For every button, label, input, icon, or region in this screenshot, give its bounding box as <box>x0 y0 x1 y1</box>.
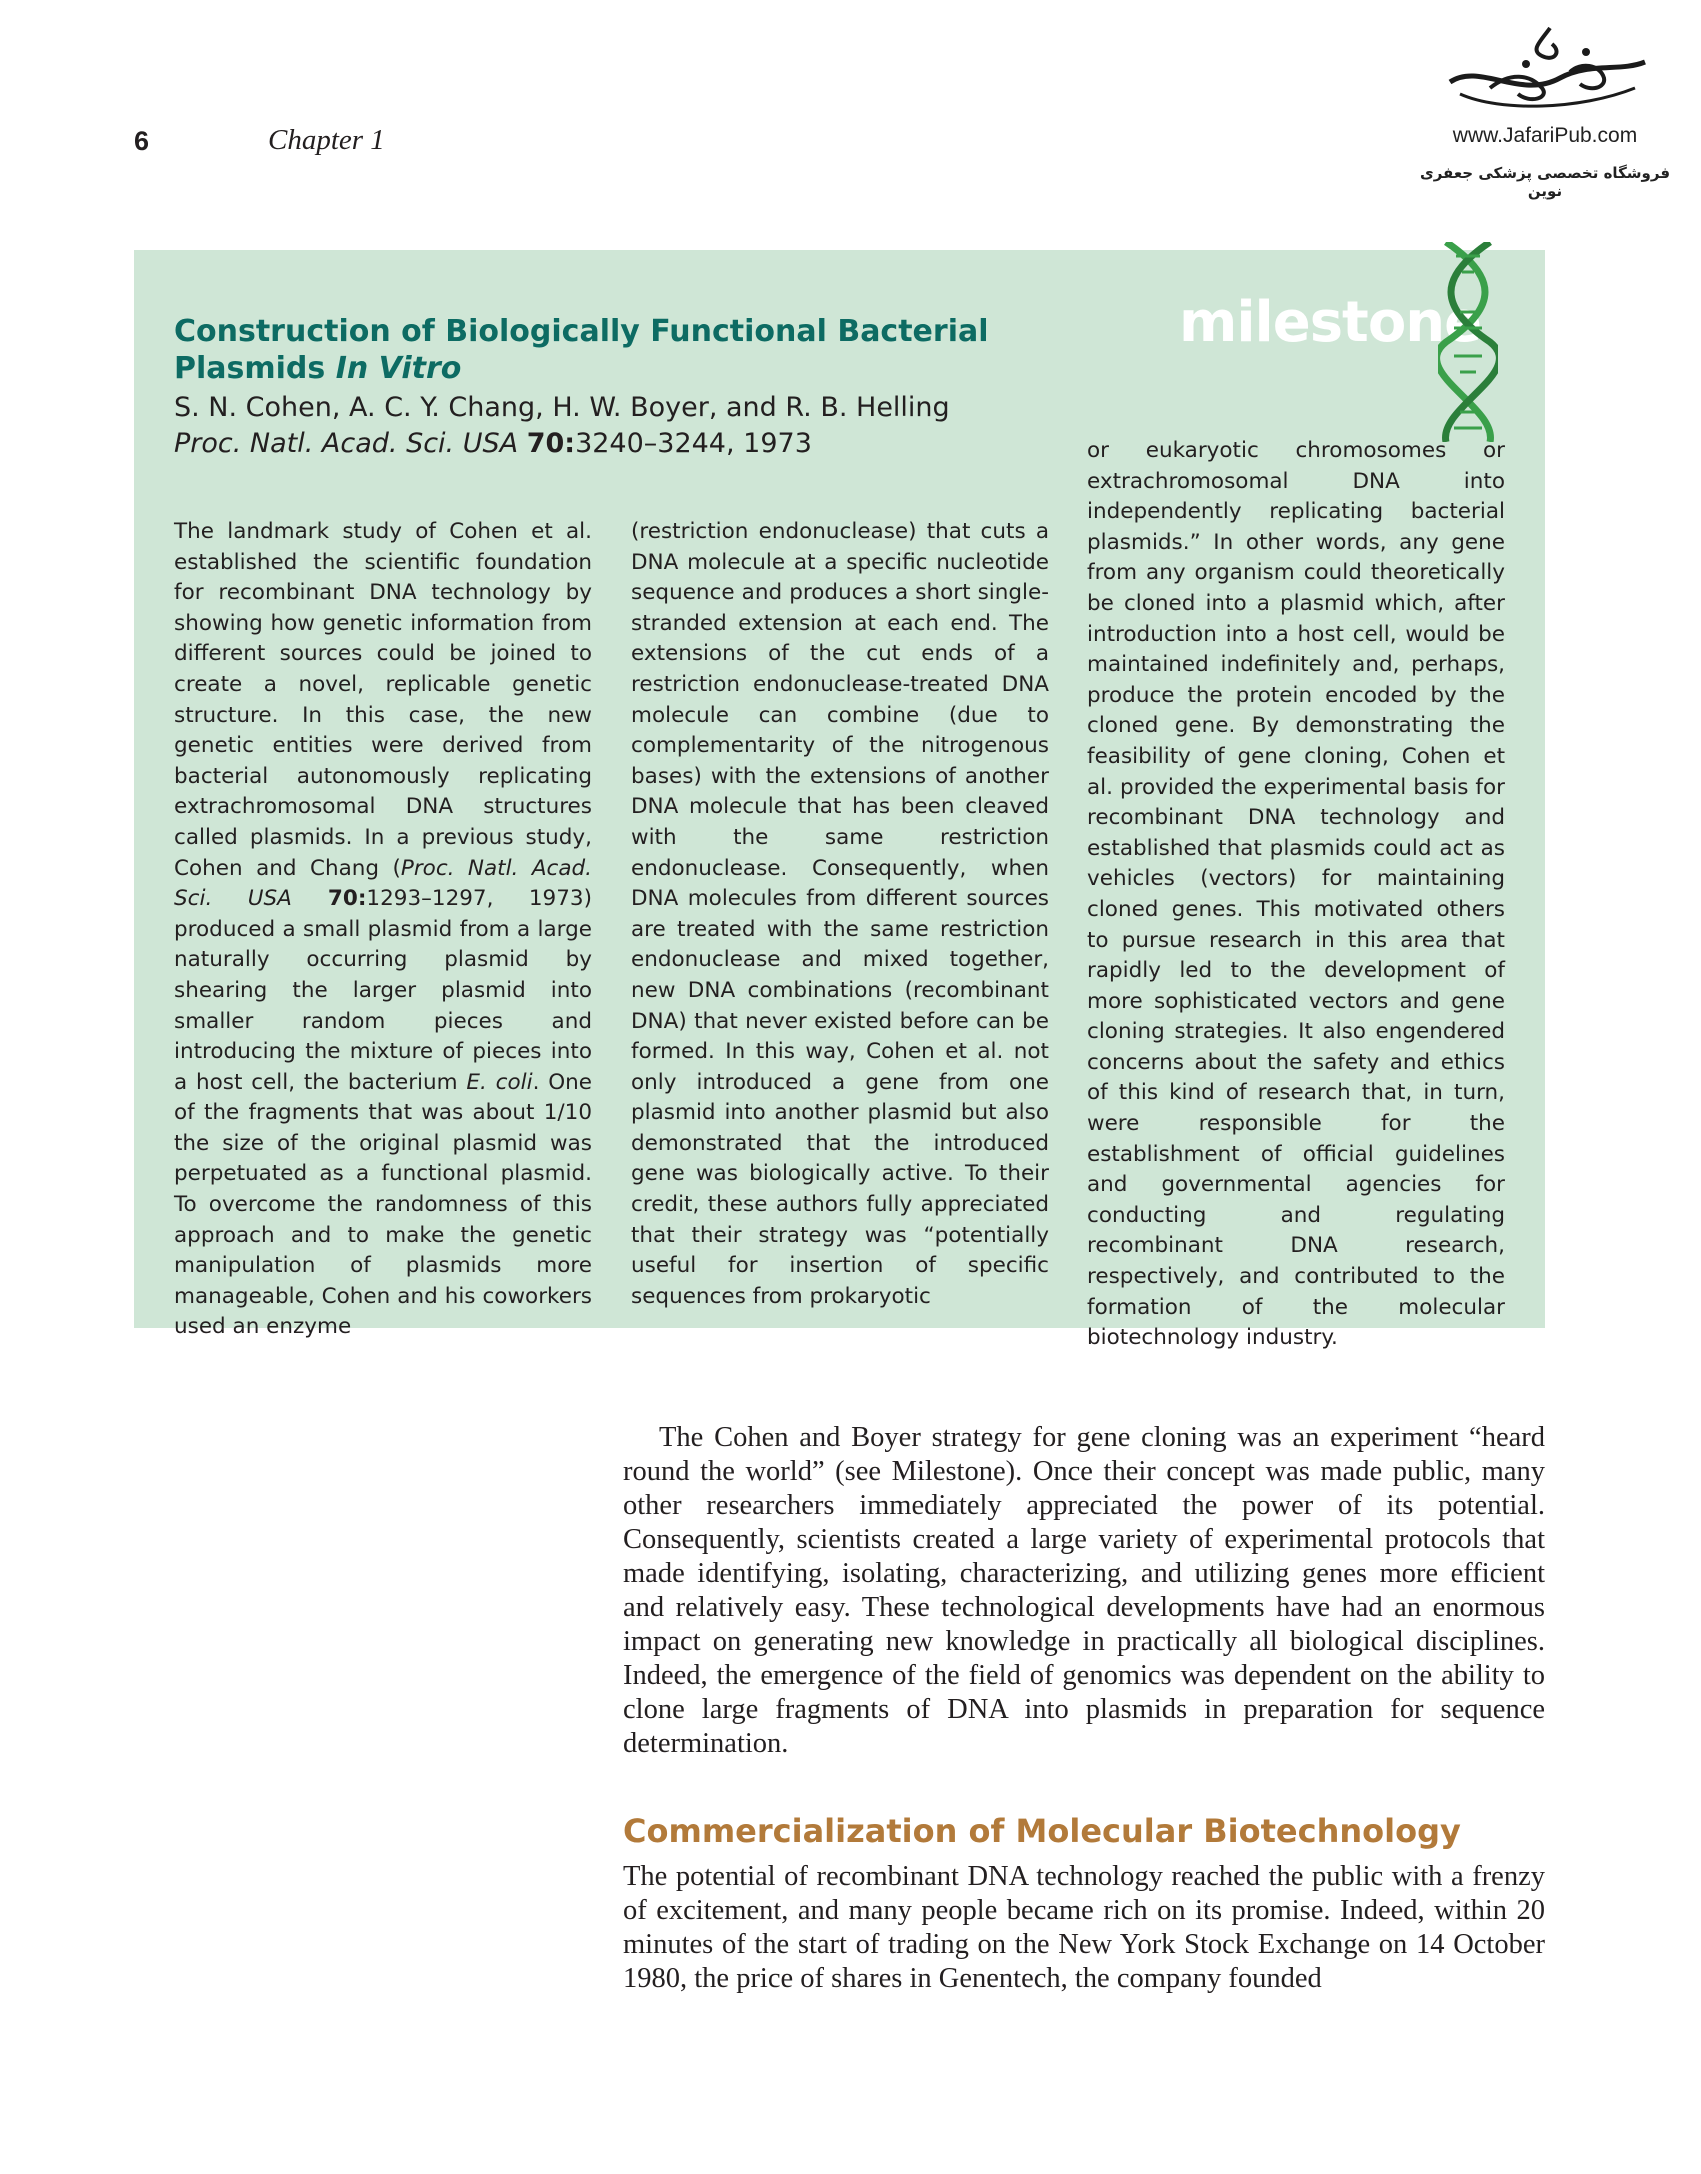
col1-organism: E. coli <box>466 1069 533 1095</box>
section-heading: Commercialization of Molecular Biotechnology <box>623 1812 1461 1850</box>
calligraphy-logo-icon <box>1430 22 1660 112</box>
col1-volume: 70: <box>291 886 367 912</box>
milestone-authors: S. N. Cohen, A. C. Y. Chang, H. W. Boyer, and R. B. Helling <box>174 392 950 423</box>
publisher-logo <box>1410 22 1680 200</box>
chapter-label: Chapter 1 <box>268 124 385 156</box>
publisher-url: www.JafariPub.com <box>1452 124 1638 147</box>
milestone-label: milestone <box>1179 290 1482 355</box>
milestone-title <box>174 313 994 387</box>
milestone-box <box>134 250 1545 1351</box>
col1-journal: Proc. Natl. Acad. Sci. USA <box>174 855 593 912</box>
milestone-title-italic: In Vitro <box>335 351 462 386</box>
citation-volume: 70: <box>526 428 576 459</box>
milestone-column-3: or eukaryotic chromosomes or extrachromosomal DNA into independently replicating bacterial plasmids.” In other words, any gene from any organism could theoretically be cloned into a plasmid which, after introduction into a host cell, would be maintained indefinitely and, perhaps, produce the protein encoded by the cloned gene. By demonstrating the feasibility of gene cloning, Cohen et al. provided the experimental basis for recombinant DNA technology and established that plasmids could act as vehicles (vectors) for maintaining cloned genes. This motivated others to pursue research in this area that rapidly led to the development of more sophisticated vectors and gene cloning strategies. It also engendered concerns about the safety and ethics of this kind of research that, in turn, were responsible for the establishment of official guidelines and governmental agencies for conducting and regulating recombinant DNA research, respectively, and contributed to the formation of the molecular biotechnology industry. <box>1087 438 1505 1351</box>
col1-text-part3: . One of the fragments that was about 1/10 the size of the original plasmid was perpetuated as a functional plasmid. To overcome the randomness of this approach and to make the genetic manipulation of plasmids more manageable, Cohen and his coworkers used an enzyme <box>174 1069 592 1340</box>
milestone-citation <box>174 426 812 462</box>
col1-text-part1: The landmark study of Cohen et al. established the scientific foundation for recombinant DNA technology by showing how genetic information from different sources could be joined to create a novel, replicable genetic structure. In this case, the new genetic entities were derived from bacterial autonomously replicating extrachromosomal DNA structures called plasmids. In a previous study, Cohen and Chang ( <box>174 519 592 881</box>
publisher-tagline: فروشگاه تخصصی پزشکی جعفری نوین <box>1419 164 1671 200</box>
page-number: 6 <box>134 126 150 156</box>
body-paragraph-2: The potential of recombinant DNA technology reached the public with a frenzy of excitement, and many people became rich on its promise. Indeed, within 20 minutes of the start of trading on the New York Stock Exchange on 14 October 1980, the price of shares in Genentech, the company founded <box>623 1861 1545 1994</box>
citation-pages: 3240–3244, 1973 <box>575 428 812 459</box>
citation-journal: Proc. Natl. Acad. Sci. USA <box>174 428 519 459</box>
dna-helix-icon <box>1438 242 1498 442</box>
milestone-column-2: (restriction endonuclease) that cuts a DNA molecule at a specific nucleotide sequence and produces a short single-stranded extension at each end. The extensions of the cut ends of a restriction endonuclease-treated DNA molecule can combine (due to complementarity of the nitrogenous bases) with the extensions of another DNA molecule that has been cleaved with the same restriction endonuclease. Consequently, when DNA molecules from different sources are treated with the same restriction endonuclease and mixed together, new DNA combinations (recombinant DNA) that never existed before can be formed. In this way, Cohen et al. not only introduced a gene from one plasmid into another plasmid but also demonstrated that the introduced gene was biologically active. To their credit, these authors fully appreciated that their strategy was “potentially useful for insertion of specific sequences from prokaryotic <box>631 519 1049 1309</box>
milestone-title-main: Construction of Biologically Functional Bacterial Plasmids <box>174 314 989 386</box>
body-paragraph-1: The Cohen and Boyer strategy for gene cloning was an experiment “heard round the world” (see Milestone). Once their concept was made public, many other researchers immediately appreciated the power of its potential. Consequently, scientists created a large variety of experimental protocols that made identifying, isolating, characterizing, and utilizing genes more efficient and relatively easy. These technological developments have had an enormous impact on generating new knowledge in practically all biological disciplines. Indeed, the emergence of the field of genomics was dependent on the ability to clone large fragments of DNA into plasmids in preparation for sequence determination. <box>623 1422 1545 1759</box>
col1-text-part2: 1293–1297, 1973) produced a small plasmid from a large naturally occurring plasmid by shearing the larger plasmid into smaller random pieces and introducing the mixture of pieces into a host cell, the bacterium <box>174 886 592 1095</box>
milestone-column-1 <box>174 517 592 1343</box>
